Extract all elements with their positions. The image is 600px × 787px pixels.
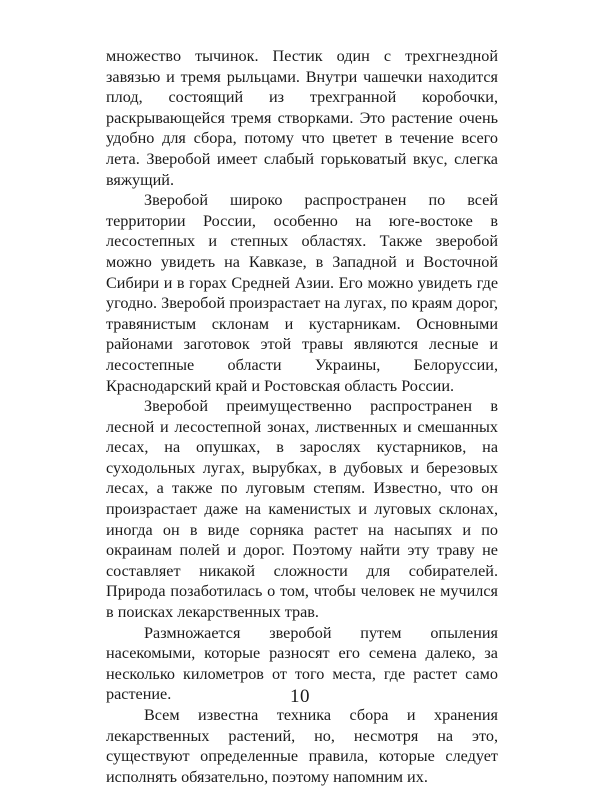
body-text <box>106 46 498 787</box>
paragraph-continuation: множество тычинок. Пестик один с трехгнездной завязью и тремя рыльцами. Внутри чашечки находится плод, состоящий из трехгранной коробочки, раскрывающейся тремя створками. Это растение очень удобно для сбора, потому что цветет в течение всего лета. Зверобой имеет слабый горьковатый вкус, слегка вяжущий. <box>106 47 498 189</box>
paragraph-collection-rules: Всем известна техника сбора и хранения лекарственных растений, но, несмотря на это, существуют определенные правила, которые следует исполнять обязательно, поэтому напомним их. <box>106 706 498 786</box>
paragraph-reproduction: Размножается зверобой путем опыления насекомыми, которые разносят его семена далеко, за несколько километров от того места, где растет само растение. <box>106 623 498 704</box>
paragraph-habitat: Зверобой преимущественно распространен в лесной и лесостепной зонах, лиственных и смешанных лесах, на опушках, в зарослях кустарников, на суходольных лугах, вырубках, в дубовых и березовых лесах, а также по луговым степям. Известно, что он произрастает даже на каменистых и луговых склонах, иногда он в виде сорняка растет на насыпях и по окраинам полей и дорог. Поэтому найти эту траву не составляет никакой сложности для собирателей. Природа позаботилась о том, чтобы человек не мучился в поисках лекарственных трав. <box>106 397 498 622</box>
page-number: 10 <box>290 686 310 707</box>
paragraph-distribution: Зверобой широко распространен по всей территории России, особенно на юге-востоке в лесостепных и степных областях. Также зверобой можно увидеть на Кавказе, в Западной и Восточной Сибири и в горах Средней Азии. Его можно увидеть где угодно. Зверобой произрастает на лугах, по краям дорог, травянистым склонам и кустарникам. Основными районами заготовок этой травы являются лесные и лесостепные области Украины, Белоруссии, Краснодарский край и Ростовская область России. <box>106 191 498 395</box>
